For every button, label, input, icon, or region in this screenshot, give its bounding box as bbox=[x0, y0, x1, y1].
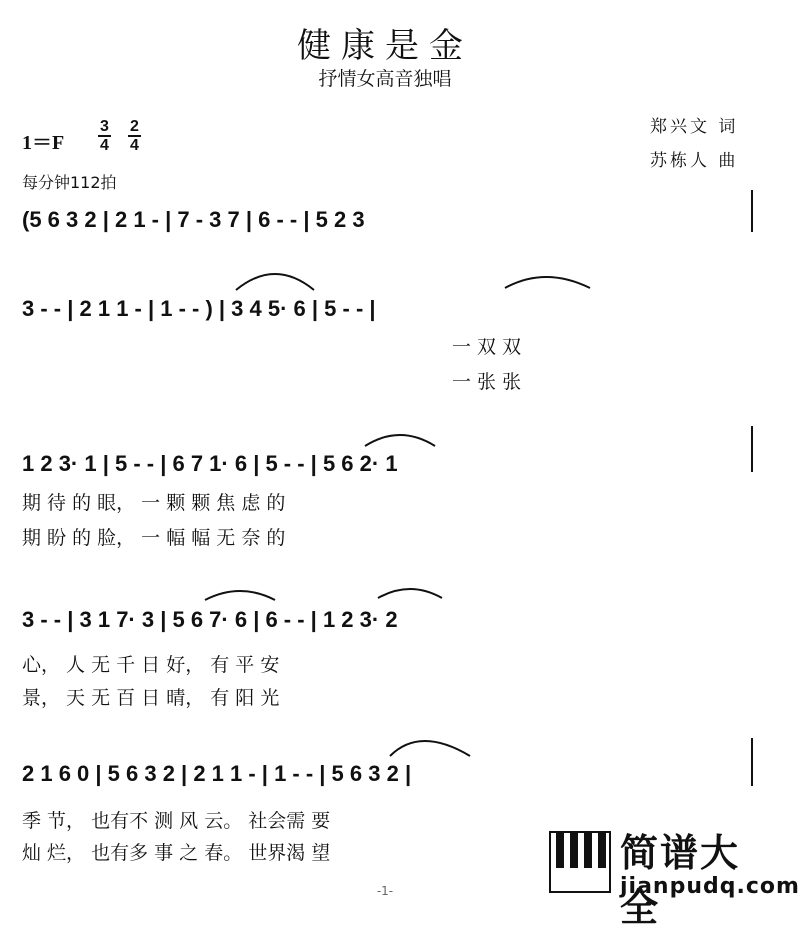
slur-mark bbox=[205, 591, 275, 600]
lyric-line-4-verse-2: 景， 天 无 百 日 晴， 有 阳 光 bbox=[22, 687, 280, 709]
lyric-line-4-verse-1: 心， 人 无 千 日 好， 有 平 安 bbox=[22, 654, 280, 676]
notation-line-2-notes: 3 - - | 2 1 1 - | 1 - - ) | 3 4 5· 6 | 5 - - | bbox=[22, 296, 376, 321]
composer-credit: 苏栋人 曲 bbox=[650, 151, 739, 171]
watermark-title: 简谱大全 bbox=[620, 831, 741, 930]
page-number: -1- bbox=[376, 884, 394, 898]
tempo-marking: 每分钟112拍 bbox=[22, 173, 117, 192]
time-signature-3-4: $\frac{3}{4}$ bbox=[100, 118, 109, 154]
key-signature: 1＝F bbox=[22, 132, 65, 154]
notation-line-1-notes: (5 6 3 2 | 2 1 - | 7 - 3 7 | 6 - - | 5 2 3 bbox=[22, 207, 365, 232]
slur-mark bbox=[365, 435, 435, 446]
slur-mark bbox=[505, 277, 590, 288]
lyricist-credit: 郑兴文 词 bbox=[650, 117, 739, 137]
lyric-line-5-verse-1: 季 节， 也有不 测 风 云。 社会需 要 bbox=[22, 810, 331, 832]
notation-line-4-notes: 3 - - | 3 1 7· 3 | 5 6 7· 6 | 6 - - | 1 2 3· 2 bbox=[22, 607, 398, 632]
song-subtitle: 抒情女高音独唱 bbox=[318, 68, 452, 90]
piano-keys-icon bbox=[548, 830, 612, 894]
lyric-line-3-verse-1: 期 待 的 眼， 一 颗 颗 焦 虑 的 bbox=[22, 492, 286, 514]
slur-mark bbox=[236, 274, 314, 290]
lyric-line-2-verse-2: 一 张 张 bbox=[452, 371, 522, 393]
lyric-line-2-verse-1: 一 双 双 bbox=[452, 336, 522, 358]
song-title: 健康是金 bbox=[297, 26, 473, 66]
notation-line-5-notes: 2 1 6 0 | 5 6 3 2 | 2 1 1 - | 1 - - | 5 6 3 2 | bbox=[22, 761, 412, 786]
lyric-line-5-verse-2: 灿 烂， 也有多 事 之 春。 世界渴 望 bbox=[22, 842, 331, 864]
slur-mark bbox=[390, 741, 470, 756]
watermark-url: jianpudq.com bbox=[620, 874, 800, 899]
slur-mark bbox=[378, 589, 442, 598]
time-signature-2-4: $\frac{2}{4}$ bbox=[130, 118, 139, 154]
notation-line-3-notes: 1 2 3· 1 | 5 - - | 6 7 1· 6 | 5 - - | 5 6 2· 1 bbox=[22, 451, 398, 476]
site-watermark bbox=[548, 820, 800, 930]
lyric-line-3-verse-2: 期 盼 的 脸， 一 幅 幅 无 奈 的 bbox=[22, 527, 286, 549]
